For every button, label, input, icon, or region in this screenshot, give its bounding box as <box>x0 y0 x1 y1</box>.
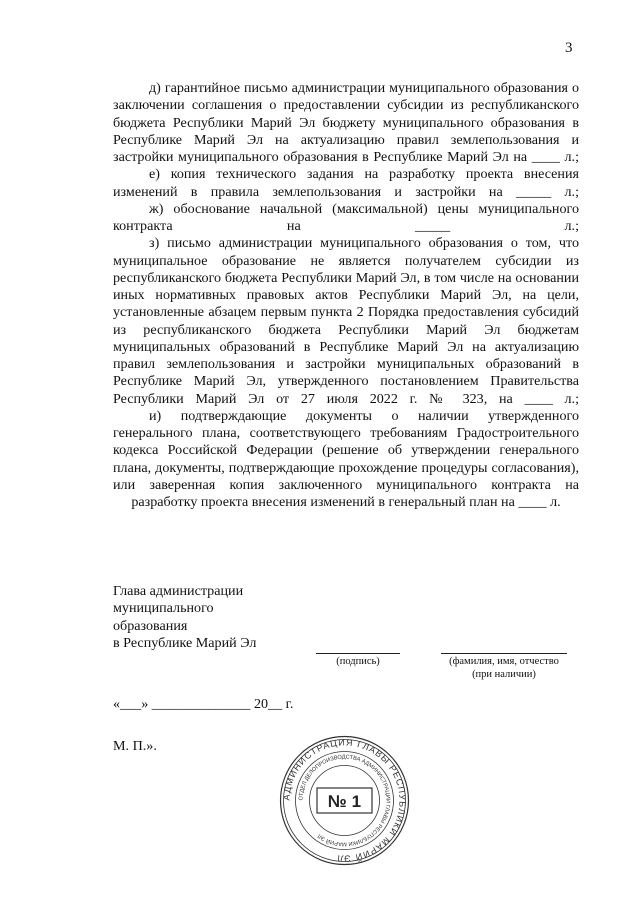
signature-title-line: образования <box>113 617 188 634</box>
paragraph-e: е) копия технического задания на разработку проекта внесения изменений в правила землепользования и застройки на _____ л.; <box>113 166 579 200</box>
name-caption-line: (при наличии) <box>472 669 536 680</box>
name-underline <box>441 653 567 654</box>
signature-underline <box>316 653 400 654</box>
document-body <box>113 80 579 511</box>
signature-title-line: муниципального <box>113 600 214 617</box>
paragraph-i: и) подтверждающие документы о наличии утвержденного генерального плана, соответствующего требованиям Градостроительного кодекса Российской Федерации (решение об утверждении генерального плана, документы, подтверждающие прохождение процедуры согласования), или заверенная копия заключенного муниципального контракта на разработку проекта внесения изменений в генеральный план на ____ л. <box>113 407 579 510</box>
official-seal <box>279 735 410 866</box>
seal-outer-text: АДМИНИСТРАЦИЯ ГЛАВЫ РЕСПУБЛИКИ МАРИЙ ЭЛ <box>281 737 408 864</box>
page-number: 3 <box>565 40 573 56</box>
signature-title-line: Глава администрации <box>113 583 244 599</box>
signature-title-line: в Республике Марий Эл <box>113 634 257 651</box>
signature-title-block <box>113 583 256 652</box>
signature-caption: (подпись) <box>336 656 380 667</box>
paragraph-z: з) письмо администрации муниципального образования о том, что муниципальное образование не является получателем субсидии из республиканского бюджета Республики Марий Эл, в том числе на основании иных нормативных правовых актов Республики Марий Эл, на цели, установленные абзацем первым пункта 2 Порядка предоставления субсидий из республиканского бюджета Республики Марий Эл бюджетам муниципальных образований в Республике Марий Эл на актуализацию правил землепользования и застройки муниципальных образований в Республике Марий Эл, утвержденного постановлением Правительства Республики Марий Эл от 27 июля 2022 г. № 323, на ____ л.; <box>113 235 579 407</box>
name-caption <box>430 655 578 681</box>
seal-inner-text: ОТДЕЛ ДЕЛОПРОИЗВОДСТВА АДМИНИСТРАЦИИ ГЛАВЫ РЕСПУБЛИКИ МАРИЙ ЭЛ <box>298 754 391 847</box>
seal-number: № 1 <box>327 792 362 811</box>
paragraph-zh: ж) обоснование начальной (максимальной) цены муниципального контракта на _____ л.; <box>113 200 579 234</box>
date-line: «___» ______________ 20__ г. <box>113 696 294 712</box>
seal-place-label: М. П.». <box>113 738 157 754</box>
paragraph-d: д) гарантийное письмо администрации муниципального образования о заключении соглашения о предоставлении субсидии из республиканского бюджета Республики Марий Эл бюджету муниципального образования в Республике Марий Эл на актуализацию правил землепользования и застройки муниципального образования в Республике Марий Эл на ____ л.; <box>113 80 579 165</box>
name-caption-line: (фамилия, имя, отчество <box>449 656 559 667</box>
